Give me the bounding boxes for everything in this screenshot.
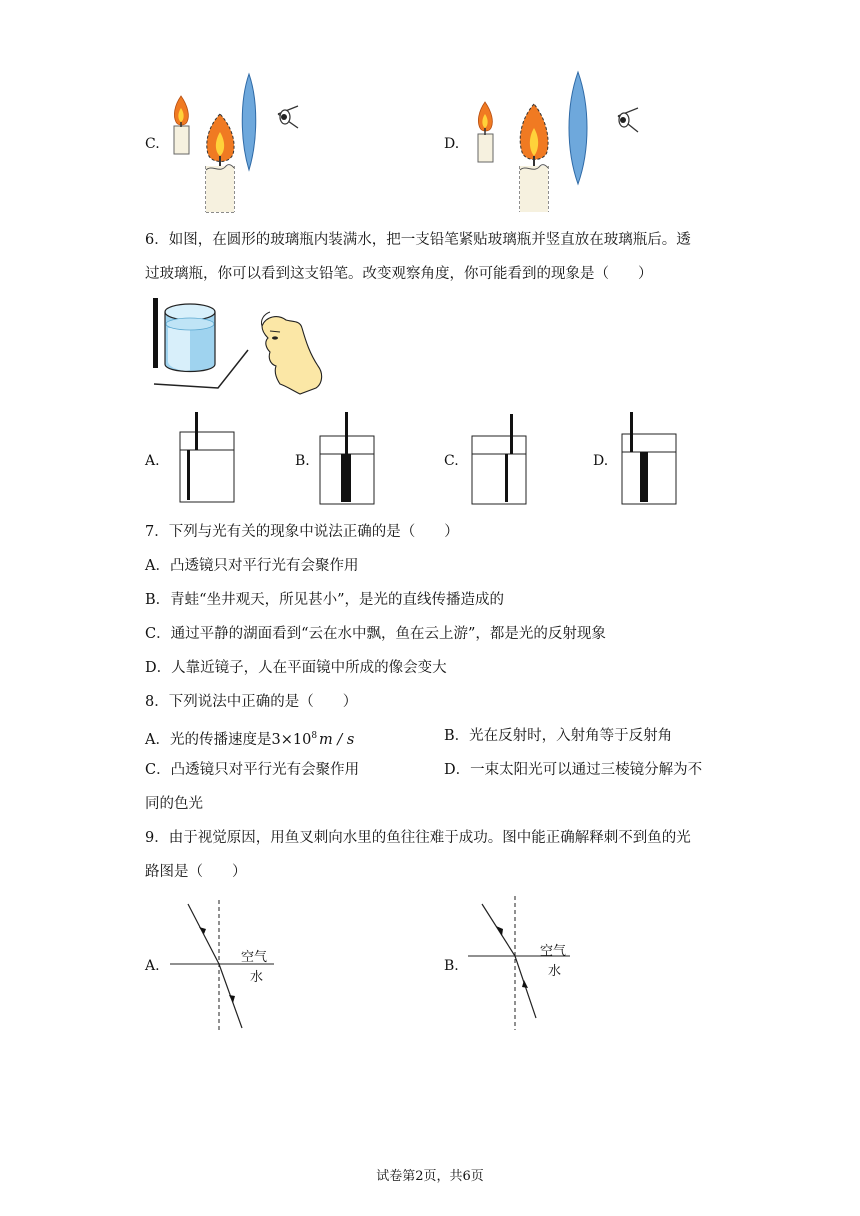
q7-option-c: C．通过平静的湖面看到“云在水中飘，鱼在云上游”，都是光的反射现象 (145, 626, 606, 642)
q9-option-a-label: A. (145, 958, 160, 974)
image-candle-icon (520, 104, 548, 212)
q9-b-water-label: 水 (548, 964, 562, 979)
q9-option-b-label: B. (444, 958, 459, 974)
q8-option-d-line2: 同的色光 (145, 796, 203, 812)
small-candle-icon (174, 96, 189, 154)
q9-b-air-label: 空气 (540, 944, 567, 959)
q9-option-a-figure (170, 900, 290, 1035)
q6-option-b-label: B. (295, 453, 310, 469)
q9-a-water-label: 水 (250, 970, 264, 985)
water-bottle-icon (165, 304, 215, 372)
small-candle-icon (478, 102, 493, 162)
q7-stem: 7．下列与光有关的现象中说法正确的是（ ） (145, 524, 459, 540)
q8-stem: 8．下列说法中正确的是（ ） (145, 694, 358, 710)
convex-lens-icon (242, 74, 256, 170)
q6-option-a-figure (178, 412, 238, 507)
q8-option-d-line1: D．一束太阳光可以通过三棱镜分解为不 (444, 762, 703, 778)
q5-option-c-figure (160, 70, 330, 215)
q7-option-d: D．人靠近镜子，人在平面镜中所成的像会变大 (145, 660, 447, 676)
eye-icon (278, 106, 298, 128)
q6-stem-line1: 6．如图，在圆形的玻璃瓶内装满水，把一支铅笔紧贴玻璃瓶并竖直放在玻璃瓶后。透 (145, 232, 691, 248)
q6-option-c-figure (470, 412, 530, 507)
q7-option-b: B．青蛙“坐井观天，所见甚小”，是光的直线传播造成的 (145, 592, 504, 608)
q8-option-b: B．光在反射时，入射角等于反射角 (444, 728, 673, 744)
q6-stem-line2: 过玻璃瓶，你可以看到这支铅笔。改变观察角度，你可能看到的现象是（ ） (145, 266, 653, 282)
pencil-icon (153, 298, 158, 368)
q6-option-d-figure (620, 412, 680, 507)
q6-option-b-figure (318, 412, 378, 507)
q5-option-d-figure (460, 70, 650, 215)
q9-a-air-label: 空气 (241, 950, 268, 965)
q5-option-d-label: D. (444, 136, 460, 152)
q9-option-b-figure (466, 896, 586, 1036)
q5-option-c-label: C. (145, 136, 160, 152)
q6-option-a-label: A. (145, 453, 160, 469)
observer-face-icon (261, 312, 321, 394)
q6-option-c-label: C. (444, 453, 459, 469)
eye-icon (618, 108, 638, 132)
q8-option-a-prefix: A．光的传播速度是 (145, 731, 272, 748)
q9-stem-line1: 9．由于视觉原因，用鱼叉刺向水里的鱼往往难于成功。图中能正确解释刺不到鱼的光 (145, 830, 691, 846)
page-footer: 试卷第2页，共6页 (376, 1169, 484, 1184)
q8-option-a-exponent: 8 (311, 731, 318, 741)
image-candle-icon (206, 114, 234, 212)
q8-option-a (145, 726, 354, 750)
q6-option-d-label: D. (593, 453, 609, 469)
q8-option-c: C．凸透镜只对平行光有会聚作用 (145, 762, 360, 778)
q9-stem-line2: 路图是（ ） (145, 864, 247, 880)
arrow-up-icon (522, 980, 528, 988)
q6-bottle-scene-figure (150, 298, 330, 398)
convex-lens-icon (569, 72, 587, 184)
arrow-up-icon (496, 926, 503, 936)
q8-option-a-unit: m / s (319, 731, 355, 748)
q8-option-a-formula: 3×10 (271, 731, 312, 748)
q7-option-a: A．凸透镜只对平行光有会聚作用 (145, 558, 359, 574)
